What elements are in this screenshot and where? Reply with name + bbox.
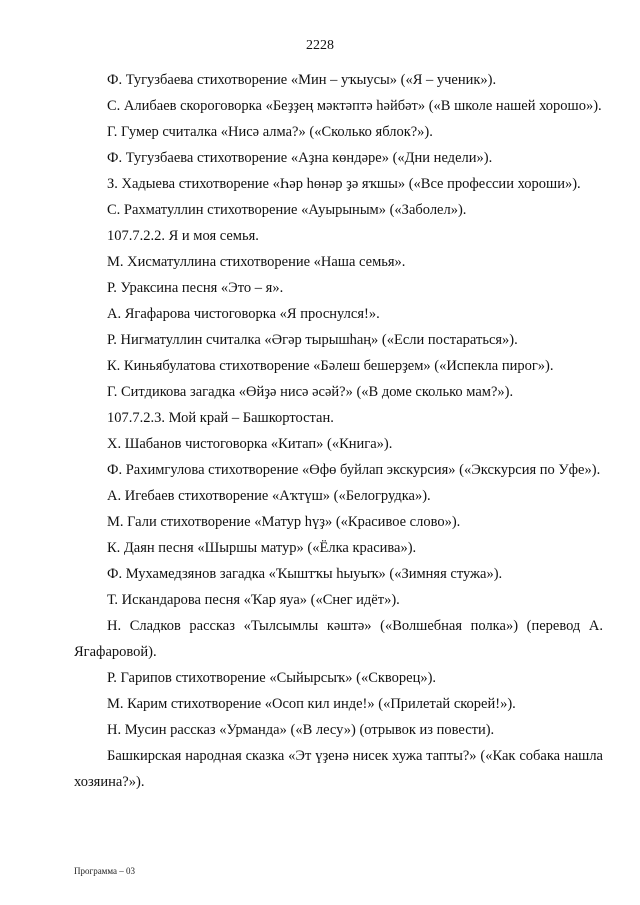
list-item: М. Хисматуллина стихотворение «Наша семья». <box>107 254 406 270</box>
list-item: Башкирская народная сказка «Эт үҙенә нисек хужа тапты?» («Как собака нашла хозяина?»). <box>74 748 603 790</box>
page-number: 2228 <box>306 38 334 53</box>
page-footer: Программа – 03 <box>74 866 136 876</box>
list-item: З. Хадыева стихотворение «Һәр һөнәр ҙә яҡшы» («Все профессии хороши»). <box>107 176 581 192</box>
list-item: Н. Сладков рассказ «Тылсымлы кәштә» («Волшебная полка») (перевод А. Ягафаровой). <box>74 618 603 660</box>
list-item: М. Карим стихотворение «Осоп кил инде!» («Прилетай скорей!»). <box>107 696 516 712</box>
list-item: А. Игебаев стихотворение «Аҡтүш» («Белогрудка»). <box>107 488 431 504</box>
list-item: К. Даян песня «Шыршы матур» («Ёлка красива»). <box>107 540 417 556</box>
list-item: Р. Гарипов стихотворение «Сыйырсыҡ» («Скворец»). <box>107 670 437 686</box>
list-item: Ф. Тугузбаева стихотворение «Мин – уҡыусы» («Я – ученик»). <box>107 72 497 88</box>
list-item: К. Киньябулатова стихотворение «Бәлеш бешерҙем» («Испекла пирог»). <box>107 358 554 374</box>
section-heading: 107.7.2.2. Я и моя семья. <box>107 228 259 244</box>
list-item: С. Рахматуллин стихотворение «Ауырыным» («Заболел»). <box>107 202 467 218</box>
list-item: Р. Нигматуллин считалка «Әгәр тырышһаң» («Если постараться»). <box>107 332 518 348</box>
list-item: А. Ягафарова чистоговорка «Я проснулся!». <box>107 306 380 322</box>
list-item: М. Гали стихотворение «Матур һүҙ» («Красивое слово»). <box>107 514 461 530</box>
list-item: Ф. Рахимгулова стихотворение «Өфө буйлап экскурсия» («Экскурсия по Уфе»). <box>107 462 601 478</box>
list-item: С. Алибаев скороговорка «Беҙҙең мәктәптә һәйбәт» («В школе нашей хорошо»). <box>107 98 602 114</box>
document-body <box>74 67 603 795</box>
list-item: Ф. Мухамедзянов загадка «Ҡыштҡы һыуыҡ» («Зимняя стужа»). <box>107 566 503 582</box>
list-item: Ф. Тугузбаева стихотворение «Аҙна көндәре» («Дни недели»). <box>107 150 493 166</box>
list-item: Т. Искандарова песня «Ҡар яуа» («Снег идёт»). <box>107 592 400 608</box>
section-heading: 107.7.2.3. Мой край – Башкортостан. <box>107 410 334 426</box>
list-item: Г. Гумер считалка «Нисә алма?» («Сколько яблок?»). <box>107 124 433 140</box>
list-item: Н. Мусин рассказ «Урманда» («В лесу») (отрывок из повести). <box>107 722 495 738</box>
list-item: Г. Ситдикова загадка «Өйҙә нисә әсәй?» («В доме сколько мам?»). <box>107 384 514 400</box>
list-item: Х. Шабанов чистоговорка «Китап» («Книга»). <box>107 436 393 452</box>
list-item: Р. Ураксина песня «Это – я». <box>107 280 284 296</box>
